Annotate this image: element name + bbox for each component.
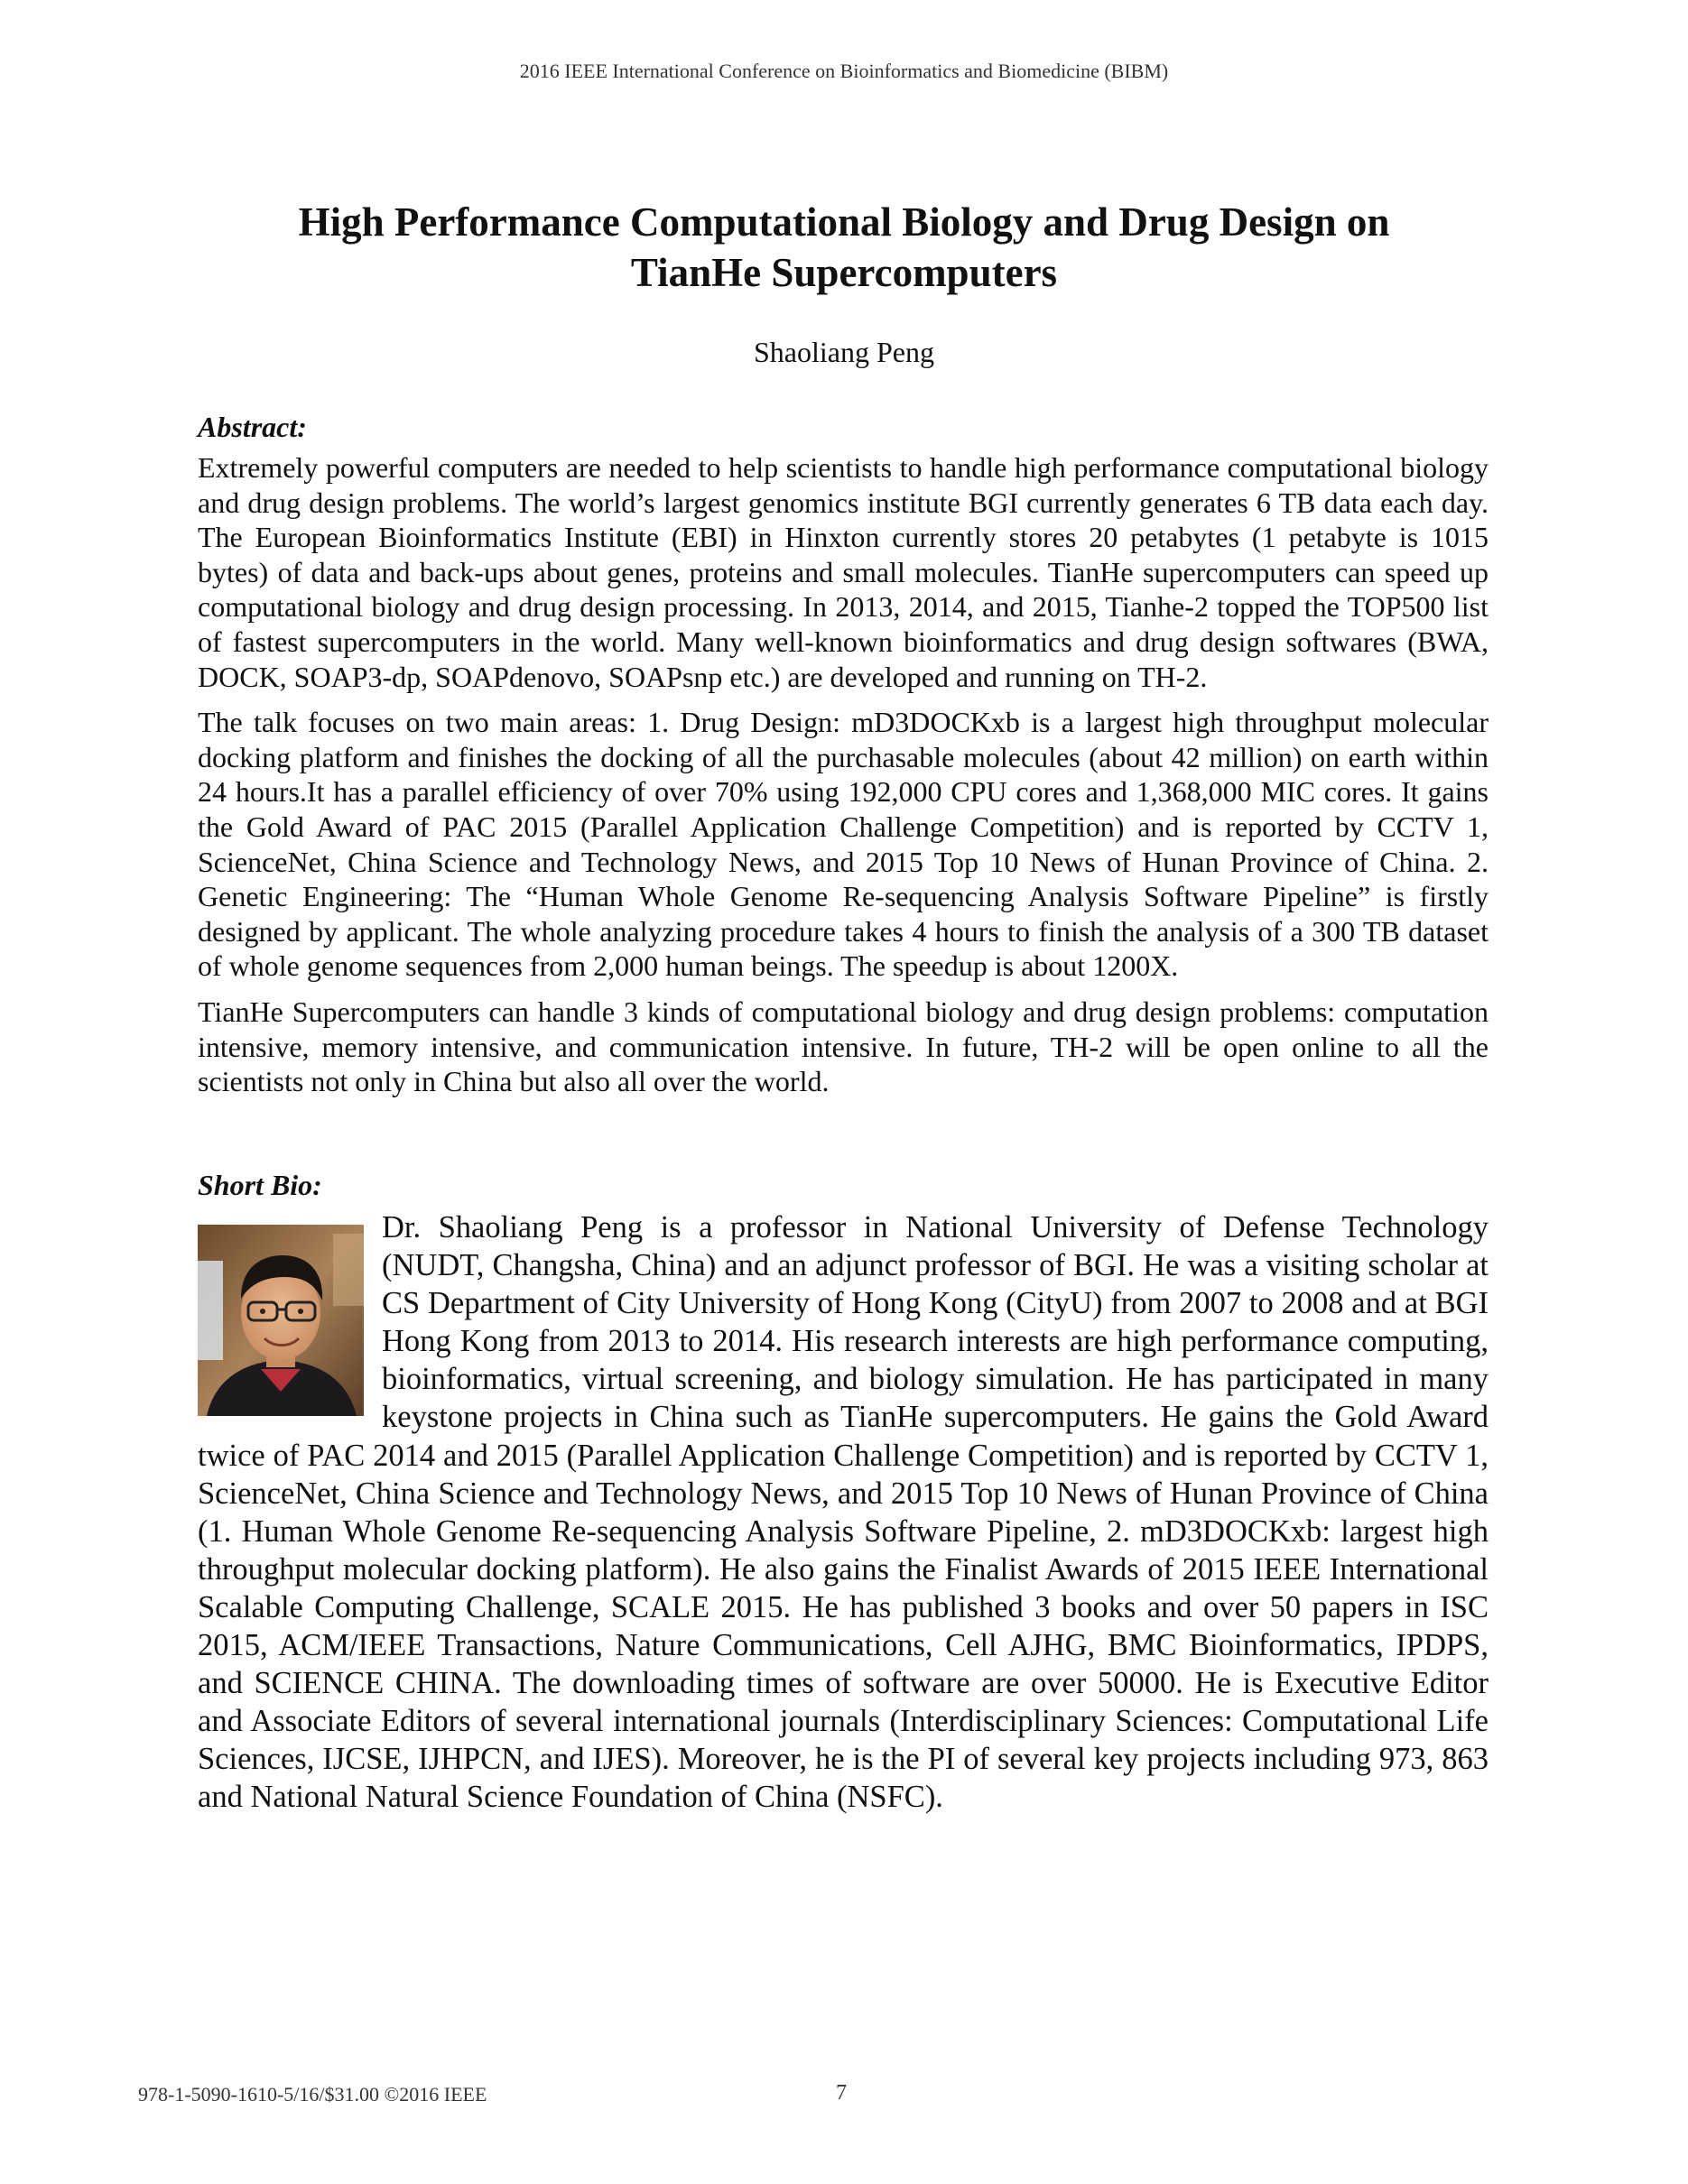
running-header: 2016 IEEE International Conference on Bioinformatics and Biomedicine (BIBM)	[519, 60, 1169, 82]
abstract-paragraph-3: TianHe Supercomputers can handle 3 kinds of computational biology and drug design problems: computation intensive, memory intensive, and communication intensive. In future, TH-2 will be open online to all the scientists not only in China but also all over the world.	[198, 995, 1489, 1098]
paper-title-line-2: TianHe Supercomputers	[630, 250, 1058, 295]
footer-copyright: 978-1-5090-1610-5/16/$31.00 ©2016 IEEE	[138, 2083, 487, 2105]
abstract-body	[198, 450, 1489, 1110]
abstract-paragraph-2: The talk focuses on two main areas: 1. Drug Design: mD3DOCKxb is a largest high throughput molecular docking platform and finishes the docking of all the purchasable molecules (about 42 million) on earth within 24 hours.It has a parallel efficiency of over 70% using 192,000 CPU cores and 1,368,000 MIC cores. It gains the Gold Award of PAC 2015 (Parallel Application Challenge Competition) and is reported by CCTV 1, ScienceNet, China Science and Technology News, and 2015 Top 10 News of Hunan Province of China. 2. Genetic Engineering: The “Human Whole Genome Re-sequencing Analysis Software Pipeline” is firstly designed by applicant. The whole analyzing procedure takes 4 hours to finish the analysis of a 300 TB dataset of whole genome sequences from 2,000 human beings. The speedup is about 1200X.	[198, 706, 1489, 983]
author-portrait-image	[198, 1225, 364, 1416]
paper-title	[162, 197, 1526, 298]
bio-heading: Short Bio:	[198, 1169, 322, 1201]
author-photo	[198, 1225, 364, 1416]
bio-block	[198, 1208, 1489, 1817]
page-number: 7	[836, 2081, 847, 2105]
abstract-paragraph-1: Extremely powerful computers are needed to help scientists to handle high performance computational biology and drug design problems. The world’s largest genomics institute BGI currently generates 6 TB data each day. The European Bioinformatics Institute (EBI) in Hinxton currently stores 20 petabytes (1 petabyte is 1015 bytes) of data and back-ups about genes, proteins and small molecules. TianHe supercomputers can speed up computational biology and drug design processing. In 2013, 2014, and 2015, Tianhe-2 topped the TOP500 list of fastest supercomputers in the world. Many well-known bioinformatics and drug design softwares (BWA, DOCK, SOAP3-dp, SOAPdenovo, SOAPsnp etc.) are developed and running on TH-2.	[198, 451, 1489, 693]
bio-text: Dr. Shaoliang Peng is a professor in National University of Defense Technology (NUDT, Changsha, China) and an adjunct professor of BGI. He was a visiting scholar at CS Department of City University of Hong Kong (CityU) from 2007 to 2008 and at BGI Hong Kong from 2013 to 2014. His research interests are high performance computing, bioinformatics, virtual screening, and biology simulation. He has participated in many keystone projects in China such as TianHe supercomputers. He gains the Gold Award twice of PAC 2014 and 2015 (Parallel Application Challenge Competition) and is reported by CCTV 1, ScienceNet, China Science and Technology News, and 2015 Top 10 News of Hunan Province of China (1. Human Whole Genome Re-sequencing Analysis Software Pipeline, 2. mD3DOCKxb: largest high throughput molecular docking platform). He also gains the Finalist Awards of 2015 IEEE International Scalable Computing Challenge, SCALE 2015. He has published 3 books and over 50 papers in ISC 2015, ACM/IEEE Transactions, Nature Communications, Cell AJHG, BMC Bioinformatics, IPDPS, and SCIENCE CHINA. The downloading times of software are over 50000. He is Executive Editor and Associate Editors of several international journals (Interdisciplinary Sciences: Computational Life Sciences, IJCSE, IJHPCN, and IJES). Moreover, he is the PI of several key projects including 973, 863 and National Natural Science Foundation of China (NSFC).	[198, 1210, 1489, 1815]
abstract-heading: Abstract:	[198, 411, 307, 443]
author-name: Shaoliang Peng	[754, 336, 934, 368]
paper-title-line-1: High Performance Computational Biology and Drug Design on	[298, 199, 1390, 245]
